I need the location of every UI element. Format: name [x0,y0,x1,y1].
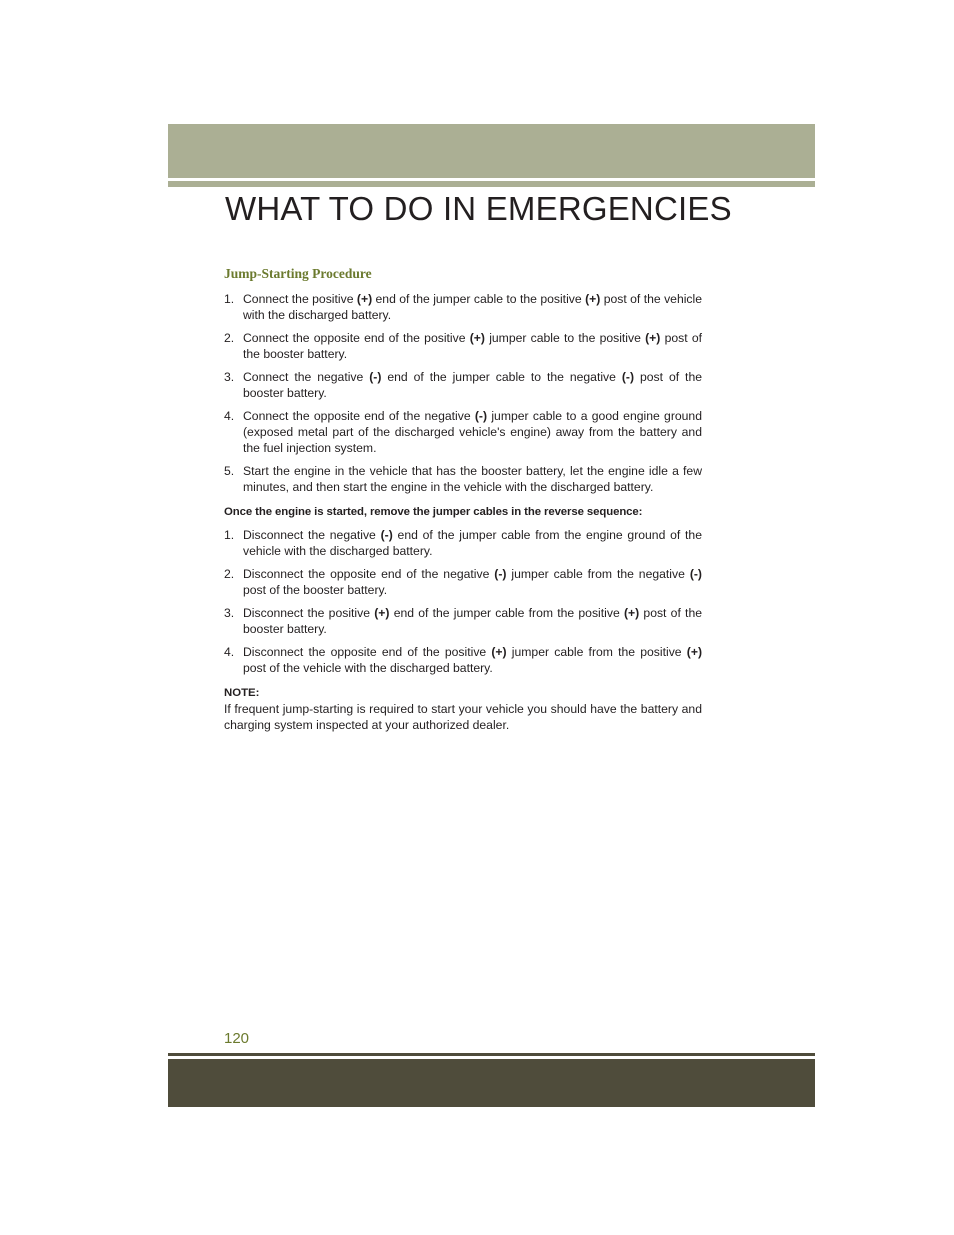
step-text: Disconnect the opposite end of the negative [243,567,495,581]
polarity-symbol: (+) [374,606,390,620]
step-text: jumper cable to a good engine ground (exposed metal part of the discharged vehicle's engine) away from the battery and the fuel injection system. [243,409,702,455]
step-text: post of the booster battery. [243,331,703,361]
procedure-steps [224,291,702,495]
step-number: 5. [224,464,235,478]
note-text: If frequent jump-starting is required to start your vehicle you should have the battery and charging system inspected at your authorized dealer. [224,702,702,732]
step-text: end of the jumper cable to the negative [381,370,622,384]
polarity-symbol: (-) [369,370,382,384]
step-number: 1. [224,528,235,542]
step-item [224,369,702,401]
step-text: jumper cable from the positive [506,645,687,659]
footer-rule [168,1053,815,1056]
step-text: Connect the positive [243,292,357,306]
reverse-steps [224,527,702,676]
step-number: 4. [224,409,235,423]
reverse-sequence-heading: Once the engine is started, remove the jumper cables in the reverse sequence: [224,506,643,518]
step-number: 3. [224,606,235,620]
polarity-symbol: (+) [645,331,661,345]
step-text: jumper cable to the positive [484,331,646,345]
step-item [224,330,702,362]
step-number: 2. [224,567,235,581]
polarity-symbol: (+) [356,292,373,306]
step-text: jumper cable from the negative [506,567,690,581]
step-text: Start the engine in the vehicle that has the booster battery, let the engine idle a few minutes, and then start the engine in the vehicle with the discharged battery. [243,464,702,494]
polarity-symbol: (+) [491,645,507,659]
step-item [224,644,702,676]
step-number: 3. [224,370,235,384]
header-band [168,124,815,178]
step-item [224,463,702,495]
page-title: WHAT TO DO IN EMERGENCIES [225,190,732,227]
step-number: 1. [224,292,235,306]
step-item [224,527,702,559]
note-label: NOTE: [224,687,260,699]
step-number: 4. [224,645,235,659]
step-item [224,566,702,598]
polarity-symbol: (-) [689,567,702,581]
step-text: end of the jumper cable from the positive [389,606,624,620]
step-item [224,291,702,323]
step-text: end of the jumper cable to the positive [372,292,586,306]
step-text: post of the booster battery. [243,606,702,636]
polarity-symbol: (+) [686,645,702,659]
step-text: post of the booster battery. [243,583,388,597]
polarity-symbol: (-) [380,528,393,542]
polarity-symbol: (-) [621,370,635,384]
step-item [224,605,702,637]
step-text: Disconnect the opposite end of the positive [243,645,492,659]
polarity-symbol: (+) [623,606,640,620]
step-text: post of the vehicle with the discharged battery. [243,292,703,322]
polarity-symbol: (+) [469,331,485,345]
step-text: Connect the negative [243,370,370,384]
step-text: Disconnect the negative [243,528,381,542]
step-text: end of the jumper cable from the engine ground of the vehicle with the discharged battery. [243,528,702,558]
section-heading: Jump-Starting Procedure [224,266,372,281]
step-text: Connect the opposite end of the negative [243,409,475,423]
main-content [224,265,702,733]
polarity-symbol: (+) [585,292,601,306]
step-text: Disconnect the positive [243,606,375,620]
step-text: post of the booster battery. [243,370,702,400]
step-item [224,408,702,456]
step-text: post of the vehicle with the discharged battery. [243,661,493,675]
polarity-symbol: (-) [494,567,507,581]
header-rule [168,181,815,187]
step-text: Connect the opposite end of the positive [243,331,470,345]
page-number: 120 [224,1030,250,1047]
step-number: 2. [224,331,235,345]
polarity-symbol: (-) [474,409,488,423]
footer-band [168,1059,815,1107]
